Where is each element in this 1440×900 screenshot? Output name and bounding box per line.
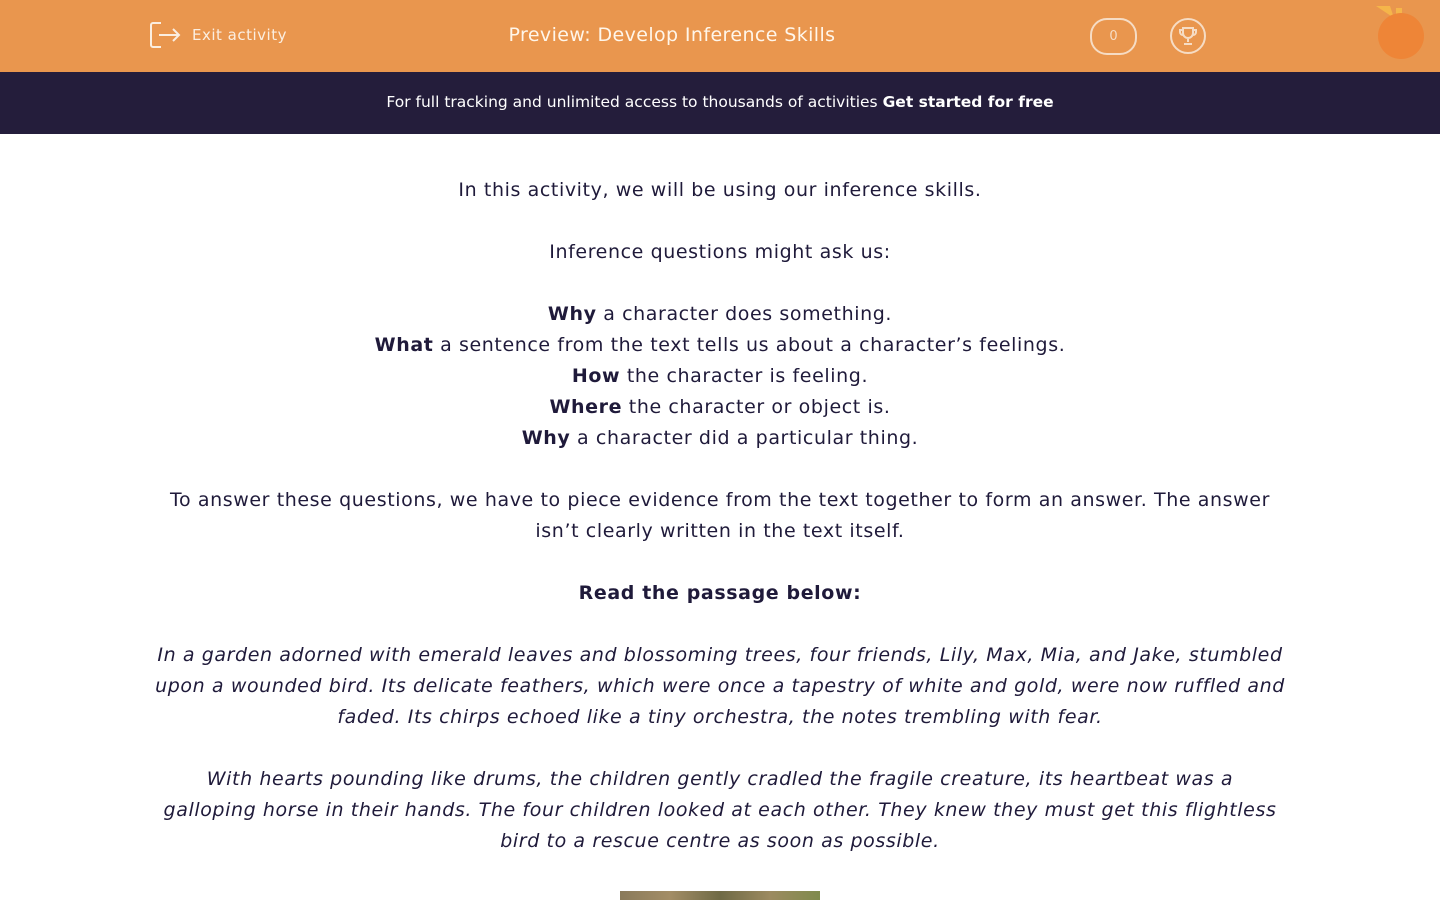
trophy-icon [1178,26,1198,46]
passage-paragraph-1: In a garden adorned with emerald leaves and blossoming trees, four friends, Lily, Max, Mia, and Jake, stumbled upon a wounded bird. Its delicate feathers, which were once a tapestry of white and gold, were now ruffled and faded. Its chirps echoed like a tiny orchestra, the notes trembling with fear. [155,644,1285,728]
list-item: What a sentence from the text tells us about a character’s feelings. [374,334,1066,356]
list-item: How the character is feeling. [571,365,869,387]
activity-intro [140,175,1300,888]
orange-logo [1376,4,1430,60]
intro-text: In this activity, we will be using our inference skills. [458,179,982,201]
bird-image [620,891,820,900]
explanation-text: To answer these questions, we have to piece evidence from the text together to form an answer. The answer isn’t clearly written in the text itself. [169,489,1270,542]
top-bar [0,0,1440,72]
trophy-button[interactable] [1170,18,1206,54]
list-item: Why a character did a particular thing. [521,427,919,449]
page-title: Preview: Develop Inference Skills [508,24,836,46]
read-heading: Read the passage below: [578,582,862,604]
questions-intro: Inference questions might ask us: [549,241,891,263]
list-item: Why a character does something. [547,303,893,325]
score-badge: 0 [1090,18,1137,55]
banner-text: For full tracking and unlimited access to thousands of activities [386,93,883,111]
passage-paragraph-2: With hearts pounding like drums, the children gently cradled the fragile creature, its heartbeat was a galloping horse in their hands. The four children looked at each other. They knew they must get this flightless bird to a rescue centre as soon as possible. [163,768,1277,852]
question-types-list [140,299,1300,454]
exit-activity-label: Exit activity [192,26,287,44]
list-item: Where the character or object is. [549,396,891,418]
get-started-link[interactable]: Get started for free [882,93,1054,111]
signup-banner [0,72,1440,134]
